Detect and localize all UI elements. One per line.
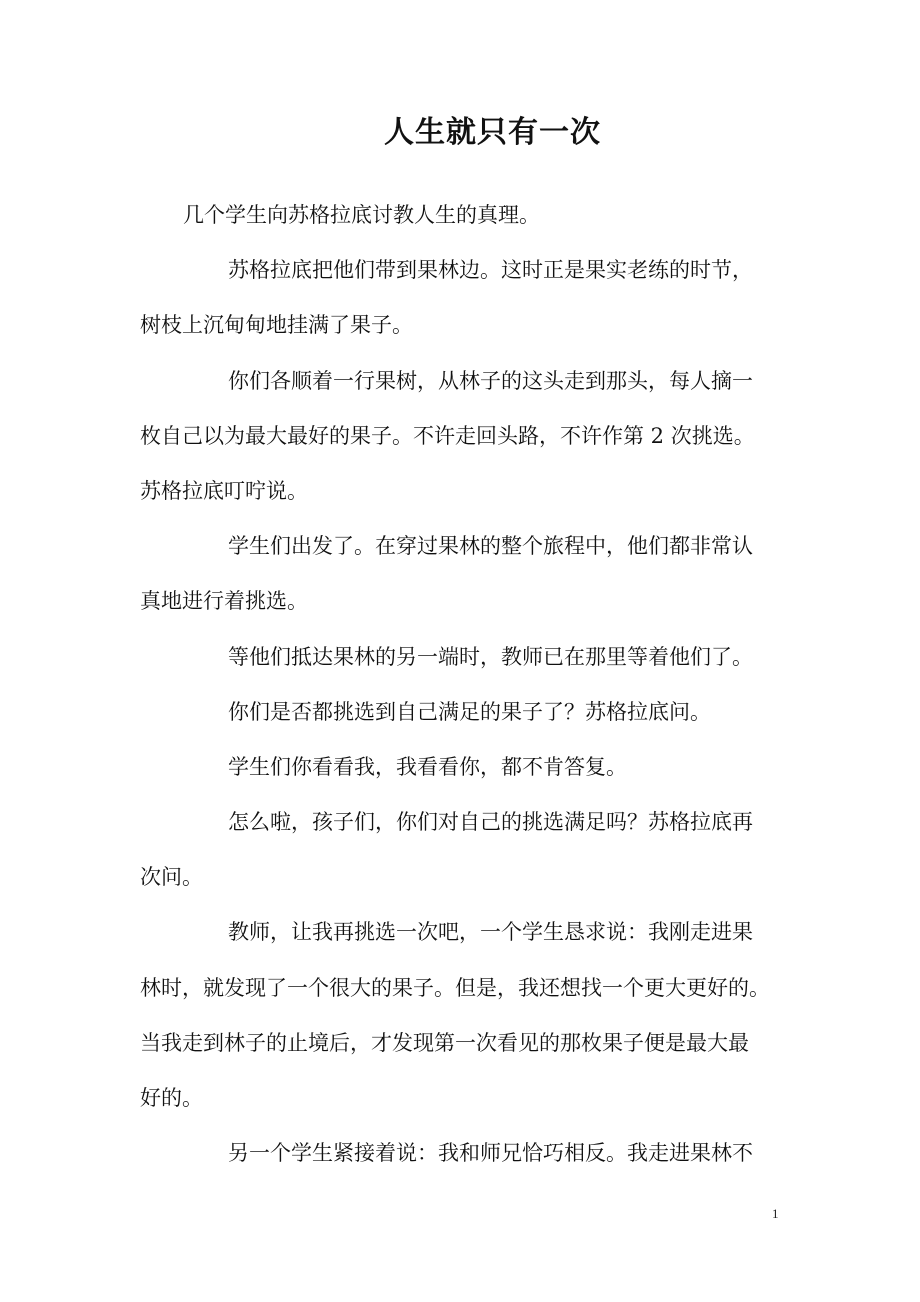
text-line: 苏格拉底叮咛说。 [140,478,308,503]
text-line: 树枝上沉甸甸地挂满了果子。 [140,313,413,338]
text-line: 学生们你看看我，我看看你，都不肯答复。 [228,754,627,779]
paragraph-1 [140,188,800,243]
paragraph-10 [140,1126,800,1181]
paragraph-6 [140,685,800,740]
text-line: 学生们出发了。在穿过果林的整个旅程中，他们都非常认 [228,534,753,559]
paragraph-3 [140,354,800,520]
document-body [140,188,800,1181]
text-line: 另一个学生紧接着说：我和师兄恰巧相反。我走进果林不 [228,1141,753,1166]
text-line: 好的。 [140,1086,203,1110]
text-line: 几个学生向苏格拉底讨教人生的真理。 [183,203,540,227]
paragraph-8 [140,795,800,905]
text-line: 苏格拉底把他们带到果林边。这时正是果实老练的时节， [228,258,753,283]
paragraph-4 [140,519,800,629]
text-line: 你们各顺着一行果树，从林子的这头走到那头，每人摘一 [228,368,753,393]
text-line: 等他们抵达果林的另一端时，教师已在那里等着他们了。 [228,644,753,669]
text-line: 教师，让我再挑选一次吧，一个学生恳求说：我刚走进果 [228,920,753,945]
text-line: 你们是否都挑选到自己满足的果子了？苏格拉底问。 [228,699,711,724]
text-line: 真地进行着挑选。 [140,589,308,614]
page-number: 1 [772,1206,779,1221]
document-title: 人生就只有一次 [384,115,601,150]
paragraph-2 [140,243,800,353]
text-line: 怎么啦，孩子们，你们对自己的挑选满足吗？苏格拉底再 [228,810,753,835]
text-line: 枚自己以为最大最好的果子。不许走回头路，不许作第 2 次挑选。 [140,423,755,448]
paragraph-7 [140,740,800,795]
paragraph-9 [140,905,800,1126]
text-line: 林时，就发现了一个很大的果子。但是，我还想找一个更大更好的。 [140,975,770,1000]
paragraph-5 [140,630,800,685]
text-line: 次问。 [140,865,203,890]
text-line: 当我走到林子的止境后，才发现第一次看见的那枚果子便是最大最 [140,1030,749,1055]
